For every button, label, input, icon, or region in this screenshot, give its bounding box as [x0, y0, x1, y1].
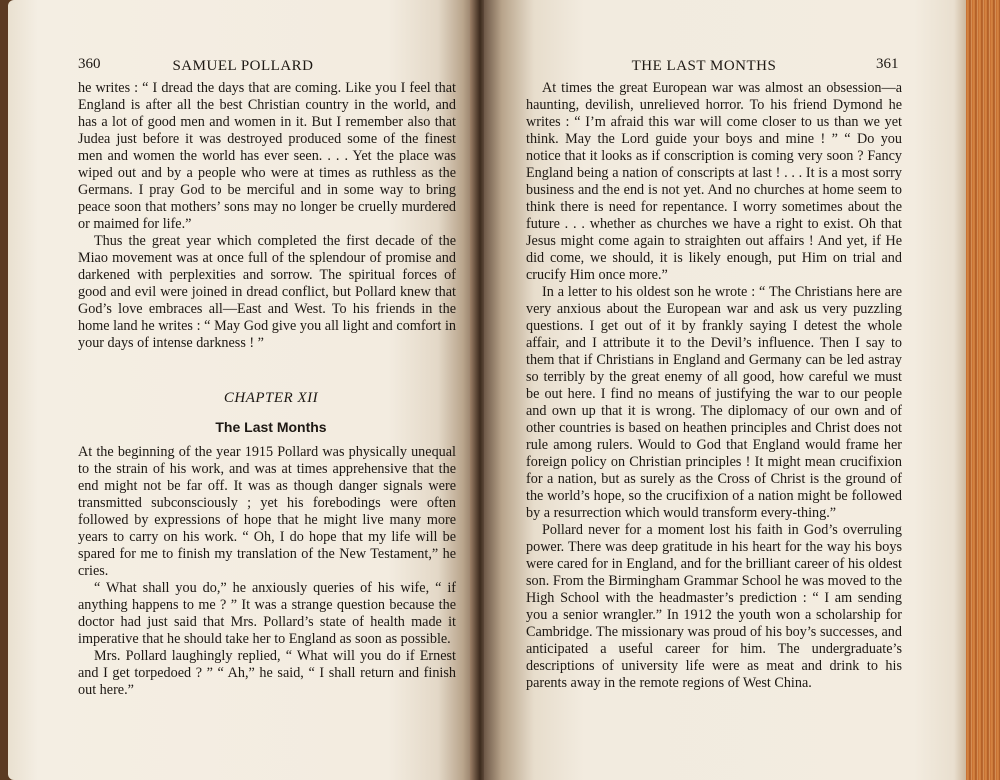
paragraph: At times the great European war was almost an obsession—a haunting, devilish, unrelieved horror. To his friend Dymond he writes : “ I’m afraid this war will come closer to us than we yet think. May the Lord guide your boys and mine ! ” “ Do you notice that it looks as if conscription is coming very soon ? Fancy England being a nation of conscripts at last ! . . . It is a most sorry business and the end is not yet. And no churches at home seem to think there is need for repentance. I worry sometimes about the future . . . whether as churches we have a right to exist. Oh that Jesus might come again to straighten out affairs ! And yet, if He did come, we should, it is likely enough, put Him on trial and crucify Him once more.”: [526, 80, 902, 283]
paragraph: In a letter to his oldest son he wrote : “ The Christians here are very anxious about the European war and ask us very puzzling questions. I get out of it by frankly saying I detest the whole affair, and I attribute it to the Devil’s influence. Then I say to them that if Christians in England and Germany can be led astray so terribly by the great enemy of all good, how careful we must be out here. I find no means of justifying the war to our people and own up that it is wrong. The diplomacy of our own and of other countries is based on heathen principles and Christ does not rule among rulers. Would to God that England would frame her foreign policy on Christian principles ! It might mean crucifixion for a nation, but as surely as the Cross of Christ is the ground of the world’s hope, so the crucifixion of a nation might be followed by a resurrection which would transform every-thing.”: [526, 284, 902, 521]
running-head: SAMUEL POLLARD: [172, 58, 314, 74]
paragraph: Pollard never for a moment lost his faith in God’s overruling power. There was deep gratitude in his heart for the way his boys were cared for in England, and for the brilliant career of his oldest son. From the Birmingham Grammar School he was moved to the High School with the headmaster’s prediction : “ I am sending you a senior wrangler.” In 1912 the youth won a scholarship for Cambridge. The missionary was proud of his boy’s successes, and anticipated a useful career for him. The undergraduate’s descriptions of university life were as meat and drink to his parents away in the remote regions of West China.: [526, 522, 902, 691]
page-edges: [966, 0, 1000, 780]
page-number: 360: [78, 56, 101, 72]
text-block-top: [78, 80, 456, 352]
paragraph: “ What shall you do,” he anxiously queries of his wife, “ if anything happens to me ? ” It was a strange question because the doctor had just said that Mrs. Pollard’s state of health made it imperative that he should take her to England as soon as possible.: [78, 580, 456, 647]
text-block: [526, 80, 902, 692]
paragraph: At the beginning of the year 1915 Pollard was physically unequal to the strain of his work, and was at times apprehensive that the end might not be far off. It was as though danger signals were transmitted subconsciously ; yet his forebodings were often followed by expressions of hope that he might live many more years to carry on his work. “ Oh, I do hope that my life will be spared for me to finish my translation of the New Testament,” he cries.: [78, 444, 456, 579]
left-page: [8, 0, 478, 780]
paragraph: Mrs. Pollard laughingly replied, “ What will you do if Ernest and I get torpedoed ? ” “ Ah,” he said, “ I shall return and finish out here.”: [78, 648, 456, 698]
paragraph: he writes : “ I dread the days that are coming. Like you I feel that England is after all the best Christian country in the world, and has a lot of good men and women in it. But I remember also that Judea just before it was destroyed produced some of the finest men and women the world has ever seen. . . . Yet the place was wiped out and by a people who were at times as ruthless as the Germans. I pray God to be merciful and in some way to bring peace soon that mothers’ sons may no longer be cruelly murdered or maimed for life.”: [78, 80, 456, 232]
text-block-bottom: [78, 444, 456, 699]
running-head: THE LAST MONTHS: [631, 58, 777, 74]
chapter-title: The Last Months: [215, 419, 327, 435]
right-page: [484, 0, 966, 780]
page-number: 361: [876, 56, 899, 72]
chapter-label: CHAPTER XII: [223, 390, 319, 406]
paragraph: Thus the great year which completed the first decade of the Miao movement was at once full of the splendour of promise and darkened with perplexities and sorrow. The spiritual forces of good and evil were joined in dread conflict, but Pollard knew that God’s love embraces all—East and West. To his friends in the home land he writes : “ May God give you all light and comfort in your days of intense darkness ! ”: [78, 233, 456, 351]
